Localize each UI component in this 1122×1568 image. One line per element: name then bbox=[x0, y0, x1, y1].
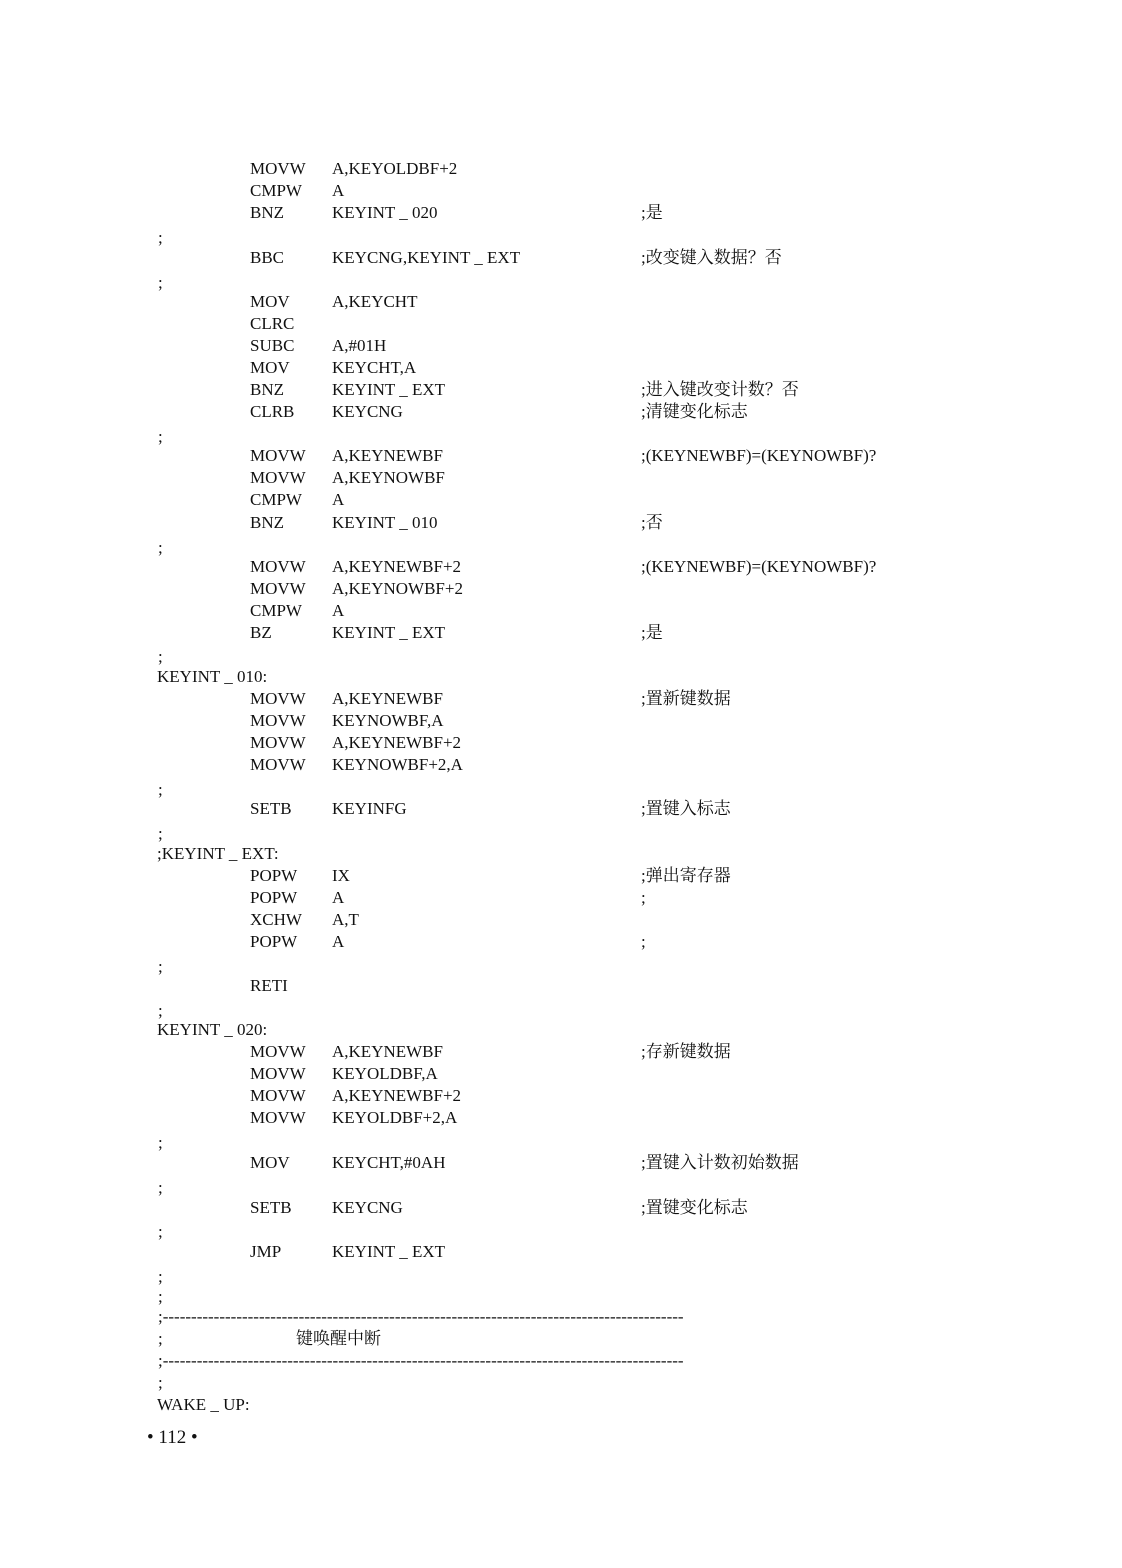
code-line bbox=[0, 823, 1122, 845]
comment-separator: ; bbox=[158, 427, 163, 446]
code-line bbox=[0, 1152, 1122, 1174]
comment-separator: ; bbox=[158, 647, 163, 666]
comment-separator: ; bbox=[158, 1287, 163, 1306]
code-line bbox=[0, 489, 1122, 511]
code-comment: ;(KEYNEWBF)=(KEYNOWBF)? bbox=[641, 557, 877, 576]
dashed-separator-line: ;-------------------------------------------------------------------------------------------- bbox=[158, 1307, 684, 1326]
code-line bbox=[0, 646, 1122, 668]
dashed-separator-line: ;-------------------------------------------------------------------------------------------- bbox=[158, 1351, 684, 1370]
code-line bbox=[0, 666, 1122, 688]
operand: A,KEYOLDBF+2 bbox=[332, 159, 458, 178]
mnemonic: MOVW bbox=[250, 755, 306, 774]
code-line bbox=[0, 291, 1122, 313]
code-line bbox=[0, 335, 1122, 357]
code-line bbox=[0, 865, 1122, 887]
code-comment: ;清键变化标志 bbox=[641, 402, 748, 421]
mnemonic: BNZ bbox=[250, 380, 284, 399]
mnemonic: BBC bbox=[250, 248, 285, 267]
code-line bbox=[0, 843, 1122, 865]
code-line bbox=[0, 1266, 1122, 1288]
mnemonic: MOVW bbox=[250, 711, 306, 730]
operand: KEYCHT,#0AH bbox=[332, 1153, 446, 1172]
mnemonic: SETB bbox=[250, 799, 292, 818]
mnemonic: BNZ bbox=[250, 513, 284, 532]
operand: KEYOLDBF,A bbox=[332, 1064, 438, 1083]
comment-separator: ; bbox=[158, 1222, 163, 1241]
mnemonic: MOVW bbox=[250, 733, 306, 752]
code-line bbox=[0, 931, 1122, 953]
operand: A,KEYNEWBF+2 bbox=[332, 733, 462, 752]
section-title: 键唤醒中断 bbox=[296, 1329, 381, 1348]
code-comment: ;置键变化标志 bbox=[641, 1198, 748, 1217]
operand: KEYINT _ EXT bbox=[332, 1242, 445, 1261]
operand: A bbox=[332, 888, 345, 907]
code-comment: ;弹出寄存器 bbox=[641, 866, 731, 885]
mnemonic: POPW bbox=[250, 866, 298, 885]
code-label: KEYINT _ 020: bbox=[157, 1020, 268, 1039]
comment-separator: ; bbox=[158, 1373, 163, 1392]
comment-separator: ; bbox=[158, 1329, 163, 1348]
code-line bbox=[0, 1350, 1122, 1372]
code-line bbox=[0, 1063, 1122, 1085]
mnemonic: CLRB bbox=[250, 402, 295, 421]
mnemonic: MOVW bbox=[250, 1064, 306, 1083]
code-line bbox=[0, 578, 1122, 600]
mnemonic: XCHW bbox=[250, 910, 302, 929]
operand: KEYINFG bbox=[332, 799, 407, 818]
code-line bbox=[0, 357, 1122, 379]
operand: KEYNOWBF+2,A bbox=[332, 755, 463, 774]
mnemonic: MOVW bbox=[250, 689, 306, 708]
code-line bbox=[0, 1241, 1122, 1263]
code-line bbox=[0, 1019, 1122, 1041]
code-line bbox=[0, 1107, 1122, 1129]
code-line bbox=[0, 379, 1122, 401]
mnemonic: CMPW bbox=[250, 490, 302, 509]
operand: KEYCNG bbox=[332, 1198, 403, 1217]
code-comment: ;否 bbox=[641, 513, 663, 532]
code-comment: ;(KEYNEWBF)=(KEYNOWBF)? bbox=[641, 446, 877, 465]
operand: KEYINT _ 020 bbox=[332, 203, 438, 222]
comment-separator: ; bbox=[158, 1267, 163, 1286]
code-line bbox=[0, 512, 1122, 534]
operand: KEYINT _ EXT bbox=[332, 380, 445, 399]
code-comment: ;置新键数据 bbox=[641, 689, 731, 708]
comment-separator: ; bbox=[158, 228, 163, 247]
code-line bbox=[0, 401, 1122, 423]
comment-separator: ; bbox=[158, 957, 163, 976]
operand: A bbox=[332, 490, 345, 509]
code-line bbox=[0, 1306, 1122, 1328]
mnemonic: BNZ bbox=[250, 203, 284, 222]
mnemonic: MOVW bbox=[250, 579, 306, 598]
code-line bbox=[0, 688, 1122, 710]
operand: A bbox=[332, 601, 345, 620]
code-line bbox=[0, 887, 1122, 909]
operand: KEYINT _ EXT bbox=[332, 623, 445, 642]
mnemonic: SUBC bbox=[250, 336, 295, 355]
code-line bbox=[0, 754, 1122, 776]
operand: A,KEYNEWBF+2 bbox=[332, 557, 462, 576]
code-comment: ;置键入计数初始数据 bbox=[641, 1153, 799, 1172]
page-number: • 112 • bbox=[147, 1427, 198, 1448]
code-comment: ;存新键数据 bbox=[641, 1042, 731, 1061]
code-line bbox=[0, 1132, 1122, 1154]
code-comment: ;进入键改变计数？否 bbox=[641, 380, 799, 399]
mnemonic: POPW bbox=[250, 888, 298, 907]
code-label: ;KEYINT _ EXT: bbox=[157, 844, 279, 863]
operand: A,KEYNEWBF bbox=[332, 446, 443, 465]
code-comment: ;是 bbox=[641, 203, 663, 222]
code-line bbox=[0, 467, 1122, 489]
comment-separator: ; bbox=[158, 780, 163, 799]
mnemonic: POPW bbox=[250, 932, 298, 951]
mnemonic: MOVW bbox=[250, 557, 306, 576]
code-comment: ;置键入标志 bbox=[641, 799, 731, 818]
code-line bbox=[0, 1328, 1122, 1350]
mnemonic: JMP bbox=[250, 1242, 282, 1261]
code-line bbox=[0, 1372, 1122, 1394]
operand: A bbox=[332, 932, 345, 951]
operand: A,#01H bbox=[332, 336, 387, 355]
code-line bbox=[0, 732, 1122, 754]
mnemonic: CLRC bbox=[250, 314, 295, 333]
comment-separator: ; bbox=[158, 1178, 163, 1197]
mnemonic: MOVW bbox=[250, 1108, 306, 1127]
mnemonic: MOVW bbox=[250, 468, 306, 487]
code-line bbox=[0, 1041, 1122, 1063]
code-label: KEYINT _ 010: bbox=[157, 667, 268, 686]
code-line bbox=[0, 622, 1122, 644]
code-line bbox=[0, 1197, 1122, 1219]
operand: A,KEYCHT bbox=[332, 292, 418, 311]
operand: KEYOLDBF+2,A bbox=[332, 1108, 458, 1127]
comment-separator: ; bbox=[158, 1001, 163, 1020]
operand: KEYCNG,KEYINT _ EXT bbox=[332, 248, 521, 267]
code-line bbox=[0, 445, 1122, 467]
code-line bbox=[0, 227, 1122, 249]
mnemonic: SETB bbox=[250, 1198, 292, 1217]
operand: IX bbox=[332, 866, 350, 885]
comment-separator: ; bbox=[158, 1133, 163, 1152]
mnemonic: MOVW bbox=[250, 1086, 306, 1105]
comment-separator: ; bbox=[158, 824, 163, 843]
code-line bbox=[0, 710, 1122, 732]
code-line bbox=[0, 1177, 1122, 1199]
code-line bbox=[0, 600, 1122, 622]
operand: KEYCHT,A bbox=[332, 358, 417, 377]
code-line bbox=[0, 1394, 1122, 1416]
code-label: WAKE _ UP: bbox=[157, 1395, 250, 1414]
code-line bbox=[0, 158, 1122, 180]
operand: A,KEYNOWBF bbox=[332, 468, 445, 487]
mnemonic: CMPW bbox=[250, 601, 302, 620]
mnemonic: BZ bbox=[250, 623, 272, 642]
operand: A bbox=[332, 181, 345, 200]
code-line bbox=[0, 247, 1122, 269]
code-line bbox=[0, 180, 1122, 202]
comment-separator: ; bbox=[158, 273, 163, 292]
code-comment: ; bbox=[641, 932, 646, 951]
operand: KEYCNG bbox=[332, 402, 403, 421]
operand: KEYNOWBF,A bbox=[332, 711, 444, 730]
code-line bbox=[0, 202, 1122, 224]
operand: A,KEYNOWBF+2 bbox=[332, 579, 463, 598]
code-line bbox=[0, 1085, 1122, 1107]
mnemonic: MOV bbox=[250, 358, 290, 377]
mnemonic: MOVW bbox=[250, 446, 306, 465]
code-line bbox=[0, 1221, 1122, 1243]
mnemonic: MOVW bbox=[250, 159, 306, 178]
comment-separator: ; bbox=[158, 538, 163, 557]
mnemonic: MOV bbox=[250, 1153, 290, 1172]
code-comment: ;改变键入数据？否 bbox=[641, 248, 782, 267]
code-line bbox=[0, 1286, 1122, 1308]
code-line bbox=[0, 975, 1122, 997]
operand: KEYINT _ 010 bbox=[332, 513, 438, 532]
code-line bbox=[0, 313, 1122, 335]
code-line bbox=[0, 556, 1122, 578]
code-comment: ;是 bbox=[641, 623, 663, 642]
code-comment: ; bbox=[641, 888, 646, 907]
operand: A,KEYNEWBF bbox=[332, 1042, 443, 1061]
operand: A,T bbox=[332, 910, 359, 929]
code-line bbox=[0, 798, 1122, 820]
mnemonic: CMPW bbox=[250, 181, 302, 200]
mnemonic: RETI bbox=[250, 976, 288, 995]
code-line bbox=[0, 909, 1122, 931]
mnemonic: MOV bbox=[250, 292, 290, 311]
mnemonic: MOVW bbox=[250, 1042, 306, 1061]
operand: A,KEYNEWBF bbox=[332, 689, 443, 708]
operand: A,KEYNEWBF+2 bbox=[332, 1086, 462, 1105]
